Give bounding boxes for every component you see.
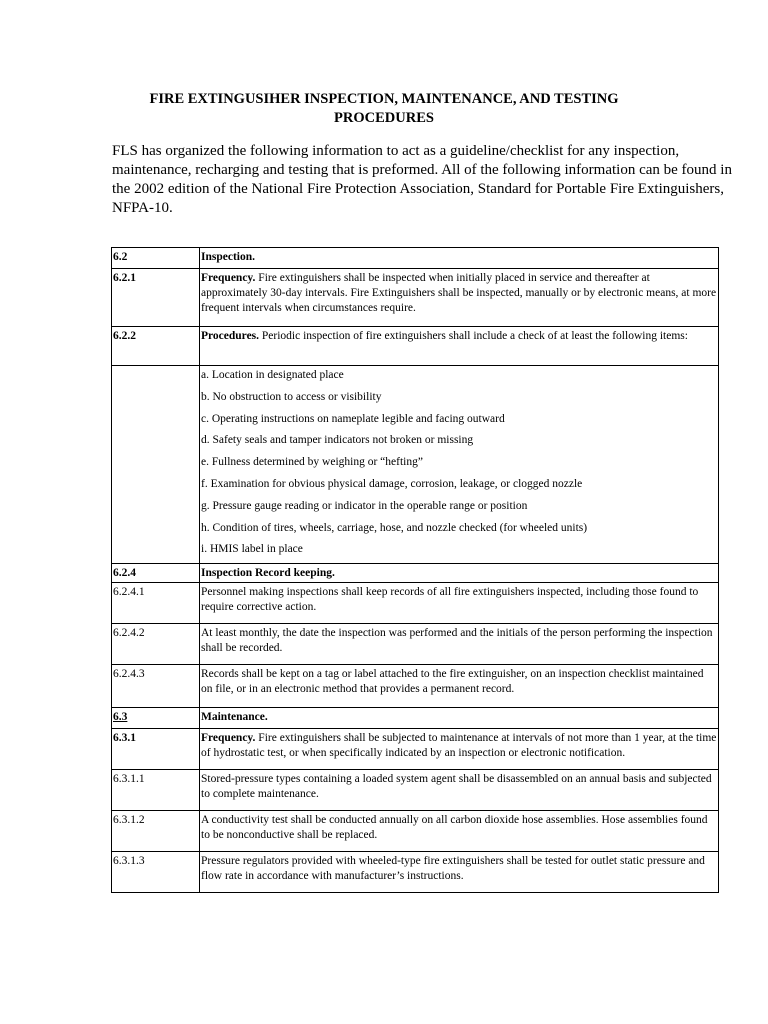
section-heading: Inspection Record keeping. (200, 564, 719, 583)
section-number: 6.3.1.3 (112, 852, 200, 893)
checklist-item: i. HMIS label in place (201, 543, 303, 556)
section-body: Fire extinguishers shall be subjected to maintenance at intervals of not more than 1 year, at the time of hydrostatic test, or when specifically indicated by an inspection or electronic notification. (201, 732, 717, 760)
table-row (112, 366, 719, 564)
section-number: 6.3 (112, 708, 200, 729)
section-lead: Frequency. (201, 272, 256, 284)
section-number: 6.2 (112, 248, 200, 269)
section-heading: Maintenance. (200, 708, 719, 729)
section-number: 6.3.1.1 (112, 770, 200, 811)
section-number: 6.2.1 (112, 269, 200, 327)
checklist-item: f. Examination for obvious physical damage, corrosion, leakage, or clogged nozzle (201, 477, 583, 490)
checklist-item: a. Location in designated place (201, 369, 344, 381)
table-row (112, 583, 719, 624)
checklist-item: e. Fullness determined by weighing or “hefting” (201, 456, 423, 469)
checklist-item: c. Operating instructions on nameplate legible and facing outward (201, 412, 505, 425)
section-text (200, 327, 719, 366)
table-row (112, 624, 719, 665)
section-text (200, 729, 719, 770)
section-body: Fire extinguishers shall be inspected when initially placed in service and thereafter at approximately 30-day intervals. Fire Extinguishers shall be inspected, manually or by electronic means, at more frequent intervals when circumstances require. (201, 272, 717, 314)
table-row (112, 269, 719, 327)
section-number: 6.2.4.2 (112, 624, 200, 665)
table-row (112, 811, 719, 852)
checklist-item: b. No obstruction to access or visibility (201, 390, 382, 403)
checklist-items (200, 366, 719, 564)
section-text: Personnel making inspections shall keep records of all fire extinguishers inspected, including those found to require corrective action. (200, 583, 719, 624)
section-text: Records shall be kept on a tag or label attached to the fire extinguisher, on an inspection checklist maintained on file, or in an electronic method that provides a permanent record. (200, 665, 719, 708)
section-heading: Inspection. (200, 248, 719, 269)
section-number: 6.3.1.2 (112, 811, 200, 852)
section-body: Periodic inspection of fire extinguishers shall include a check of at least the following items: (259, 330, 688, 342)
section-text: Pressure regulators provided with wheeled-type fire extinguishers shall be tested for outlet static pressure and flow rate in accordance with manufacturer’s instructions. (200, 852, 719, 893)
section-text: Stored-pressure types containing a loaded system agent shall be disassembled on an annual basis and subjected to complete maintenance. (200, 770, 719, 811)
section-text: At least monthly, the date the inspection was performed and the initials of the person performing the inspection shall be recorded. (200, 624, 719, 665)
table-row (112, 564, 719, 583)
checklist-item: d. Safety seals and tamper indicators not broken or missing (201, 434, 474, 447)
section-lead: Procedures. (201, 330, 260, 342)
table-row (112, 708, 719, 729)
section-number: 6.2.4.1 (112, 583, 200, 624)
intro-paragraph: FLS has organized the following information to act as a guideline/checklist for any inspection, maintenance, recharging and testing that is preformed. All of the following information can be found in the 2002 edition of the National Fire Protection Association, Standard for Portable Fire Extinguishers, NFPA-10. (112, 143, 732, 216)
table-row (112, 852, 719, 893)
section-lead: Frequency. (201, 732, 256, 745)
section-number: 6.2.4 (112, 564, 200, 583)
title-line-2: PROCEDURES (334, 110, 434, 126)
table-row (112, 327, 719, 366)
empty-cell (112, 366, 200, 564)
table-row (112, 729, 719, 770)
table-row (112, 770, 719, 811)
section-number: 6.2.4.3 (112, 665, 200, 708)
section-text: A conductivity test shall be conducted annually on all carbon dioxide hose assemblies. Hose assemblies found to be nonconductive shall be replaced. (200, 811, 719, 852)
table-row (112, 665, 719, 708)
document-title (0, 90, 768, 128)
section-text (200, 269, 719, 327)
table-row (112, 248, 719, 269)
section-number: 6.3.1 (112, 729, 200, 770)
procedures-table (111, 247, 719, 893)
section-number: 6.2.2 (112, 327, 200, 366)
checklist-item: g. Pressure gauge reading or indicator in the operable range or position (201, 499, 528, 512)
title-line-1: FIRE EXTINGUSIHER INSPECTION, MAINTENANCE, AND TESTING (149, 91, 619, 107)
checklist-item: h. Condition of tires, wheels, carriage, hose, and nozzle checked (for wheeled units) (201, 521, 588, 534)
